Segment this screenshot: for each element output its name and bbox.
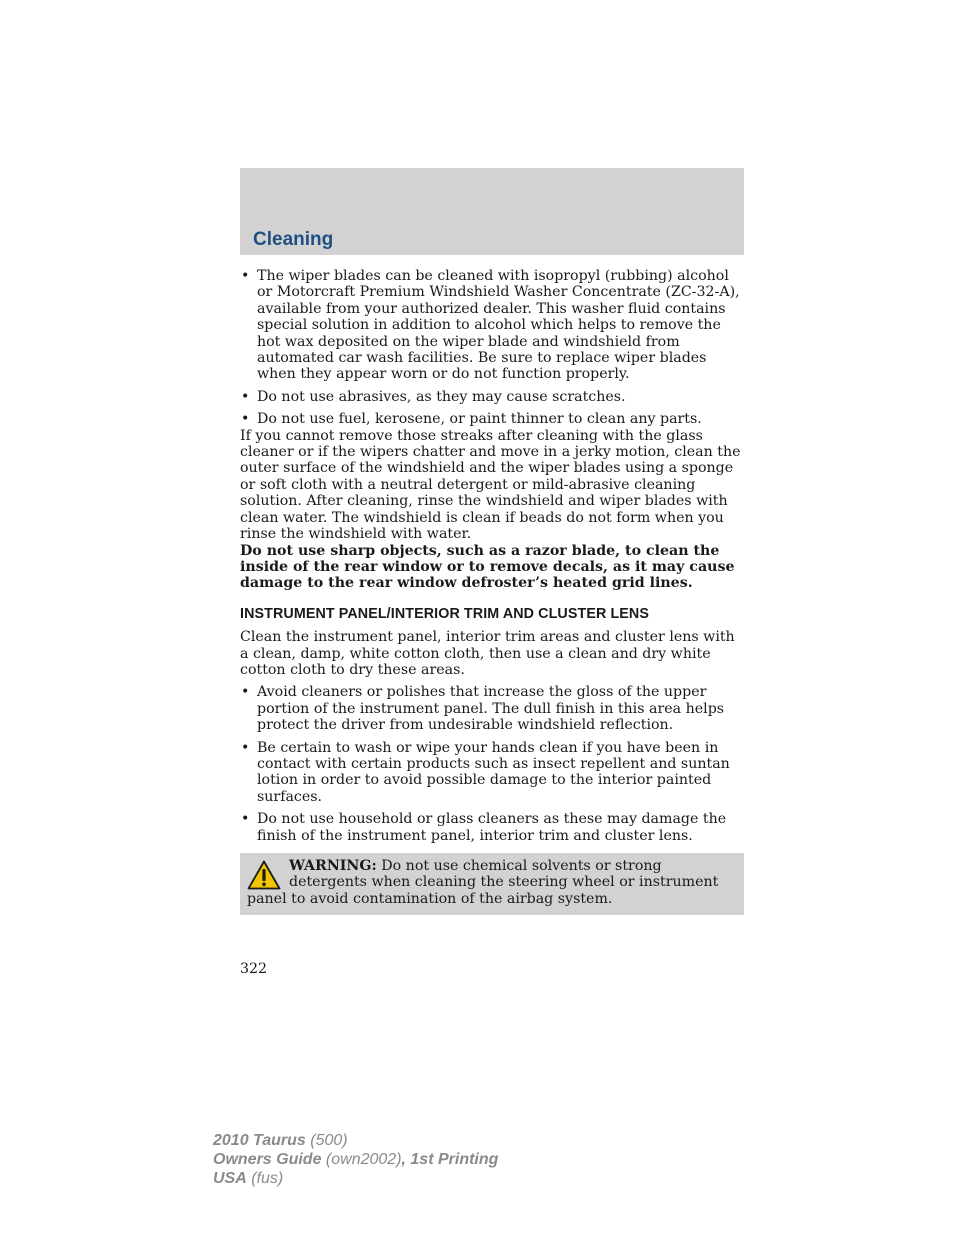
footer-printing: , 1st Printing — [401, 1151, 499, 1168]
warning-box — [240, 853, 744, 915]
section-header-band — [240, 168, 744, 255]
list-item: • Avoid cleaners or polishes that increase the gloss of the upper portion of the instrument panel. The dull finish in this area helps protect the driver from undesirable windshield reflection. — [240, 684, 744, 733]
list-item: • Do not use abrasives, as they may cause scratches. — [240, 389, 744, 405]
list-item: • Do not use household or glass cleaners as these may damage the finish of the instrument panel, interior trim and cluster lens. — [240, 811, 744, 844]
wiper-bullet-list — [240, 268, 744, 428]
footer-line-model — [213, 1131, 498, 1150]
footer-model-code: (500) — [305, 1132, 348, 1149]
section-title: Cleaning — [253, 229, 334, 250]
footer-guide-code: (own2002) — [321, 1151, 402, 1168]
warning-text: Do not use chemical solvents or strong detergents when cleaning the steering wheel or instrument panel to avoid contamination of the airbag system. — [247, 858, 719, 907]
list-item: • Be certain to wash or wipe your hands clean if you have been in contact with certain products such as insect repellent and suntan lotion in order to avoid possible damage to the interior painted surfaces. — [240, 740, 744, 806]
footer-guide: Owners Guide — [213, 1151, 322, 1168]
footer-line-guide — [213, 1150, 498, 1169]
page-content — [240, 268, 744, 915]
body-paragraph: Clean the instrument panel, interior trim areas and cluster lens with a clean, damp, white cotton cloth, then use a clean and dry white cotton cloth to dry these areas. — [240, 629, 735, 678]
warning-triangle-icon — [247, 860, 281, 890]
footer-model: 2010 Taurus — [213, 1132, 306, 1149]
section-heading: INSTRUMENT PANEL/INTERIOR TRIM AND CLUSTER LENS — [240, 605, 649, 622]
footer-region: USA — [213, 1170, 247, 1187]
list-item: • Do not use fuel, kerosene, or paint thinner to clean any parts. — [240, 411, 744, 427]
bold-caution-note: Do not use sharp objects, such as a razor blade, to clean the inside of the rear window or to remove decals, as it may cause damage to the rear window defroster’s heated grid lines. — [240, 542, 735, 592]
warning-label: WARNING: — [289, 858, 377, 874]
footer-line-region — [213, 1169, 498, 1188]
footer-region-code: (fus) — [246, 1170, 284, 1187]
document-footer — [213, 1131, 498, 1188]
instrument-panel-bullet-list — [240, 684, 744, 844]
body-paragraph: If you cannot remove those streaks after cleaning with the glass cleaner or if the wipers chatter and move in a jerky motion, clean the outer surface of the windshield and the wiper blades using a sponge or soft cloth with a neutral detergent or mild-abrasive cleaning solution. After cleaning, rinse the windshield and wiper blades with clean water. The windshield is clean if beads do not form when you rinse the windshield with water. — [240, 427, 741, 543]
page-number: 322 — [240, 961, 268, 977]
list-item: • The wiper blades can be cleaned with isopropyl (rubbing) alcohol or Motorcraft Premium Windshield Washer Concentrate (ZC-32-A), available from your authorized dealer. This washer fluid contains special solution in addition to alcohol which helps to remove the hot wax deposited on the wiper blade and windshield from automated car wash facilities. Be sure to replace wiper blades when they appear worn or do not function properly. — [240, 268, 744, 383]
